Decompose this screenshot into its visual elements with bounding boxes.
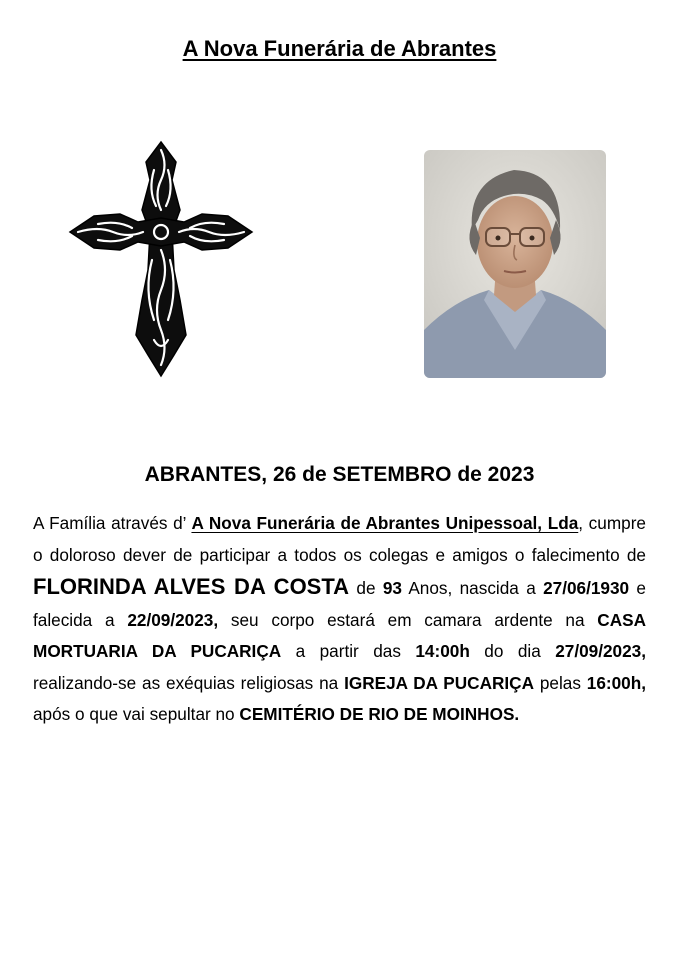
birth-date: 27/06/1930 [543,578,630,598]
notice-text: A Família através d’ [33,513,192,533]
cemetery-name: CEMITÉRIO DE RIO DE MOINHOS. [239,704,520,724]
mass-time: 16:00h, [586,672,647,693]
wake-time: 14:00h [415,641,470,661]
notice-text: a partir das [281,641,416,661]
deceased-name: FLORINDA ALVES DA COSTA [33,574,350,599]
notice-date-headline: ABRANTES, 26 de SETEMBRO de 2023 [144,463,535,486]
church-name: IGREJA DA PUCARIÇA [344,672,534,693]
death-date: 22/09/2023, [127,609,219,630]
notice-text: de [349,578,383,598]
chapel-name: CASA MORTUARIA DA PUCARIÇA [33,609,646,661]
notice-text: do dia [469,641,556,661]
page-title: A Nova Funerária de Abrantes [182,36,497,61]
notice-text: pelas [534,672,587,693]
cross-icon [68,140,254,378]
deceased-age: 93 [382,578,402,598]
wake-date: 27/09/2023, [555,641,646,661]
notice-text: seu corpo estará em camara ardente na [218,609,598,630]
funeral-home-name: A Nova Funerária de Abrantes Unipessoal, Lda [191,513,579,533]
notice-text: realizando-se as exéquias religiosas na [33,672,345,693]
notice-text: e falecida a [33,578,646,630]
notice-text: após o que vai sepultar no [33,704,240,724]
notice-text: Anos, nascida a [401,578,544,598]
notice-text: , cumpre o doloroso dever de participar a todos os colegas e amigos o falecimento de [33,513,646,565]
portrait-photo [424,150,606,378]
obituary-notice [33,508,646,731]
